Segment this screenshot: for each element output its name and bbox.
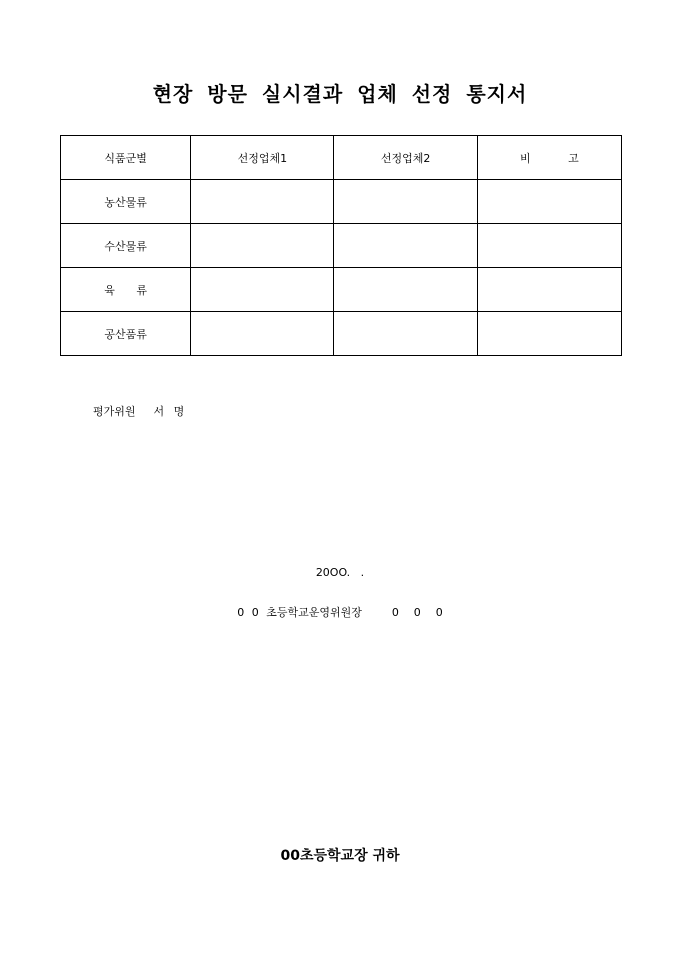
table-row	[61, 180, 622, 224]
row-vendor-1-cell[interactable]	[191, 312, 334, 356]
row-category: 육 류	[61, 268, 191, 312]
row-vendor-2-cell[interactable]	[334, 180, 477, 224]
document-title: 현장 방문 실시결과 업체 선정 통지서	[152, 82, 528, 106]
evaluator-signature-line	[93, 403, 184, 419]
issue-date: 20OO. .	[315, 566, 365, 579]
table-row	[61, 268, 622, 312]
row-category: 공산품류	[61, 312, 191, 356]
row-note-cell[interactable]	[477, 180, 621, 224]
table-row	[61, 312, 622, 356]
signature-label: 서 명	[153, 405, 185, 418]
row-vendor-2-cell[interactable]	[334, 224, 477, 268]
row-vendor-1-cell[interactable]	[191, 268, 334, 312]
row-note-cell[interactable]	[477, 224, 621, 268]
vendor-selection-table	[60, 135, 622, 356]
row-category: 수산물류	[61, 224, 191, 268]
row-note-cell[interactable]	[477, 312, 621, 356]
table-header-row	[61, 136, 622, 180]
header-note: 비 고	[477, 136, 621, 180]
row-vendor-1-cell[interactable]	[191, 180, 334, 224]
table-row	[61, 224, 622, 268]
addressee: 00초등학교장 귀하	[280, 848, 400, 864]
row-vendor-2-cell[interactable]	[334, 268, 477, 312]
row-note-cell[interactable]	[477, 268, 621, 312]
header-vendor-2: 선정업체2	[334, 136, 477, 180]
issuer-line: 0 0 초등학교운영위원장 0 0 0	[237, 606, 443, 619]
row-vendor-1-cell[interactable]	[191, 224, 334, 268]
header-vendor-1: 선정업체1	[191, 136, 334, 180]
header-food-group: 식품군별	[61, 136, 191, 180]
row-category: 농산물류	[61, 180, 191, 224]
evaluator-label: 평가위원	[93, 405, 136, 418]
row-vendor-2-cell[interactable]	[334, 312, 477, 356]
